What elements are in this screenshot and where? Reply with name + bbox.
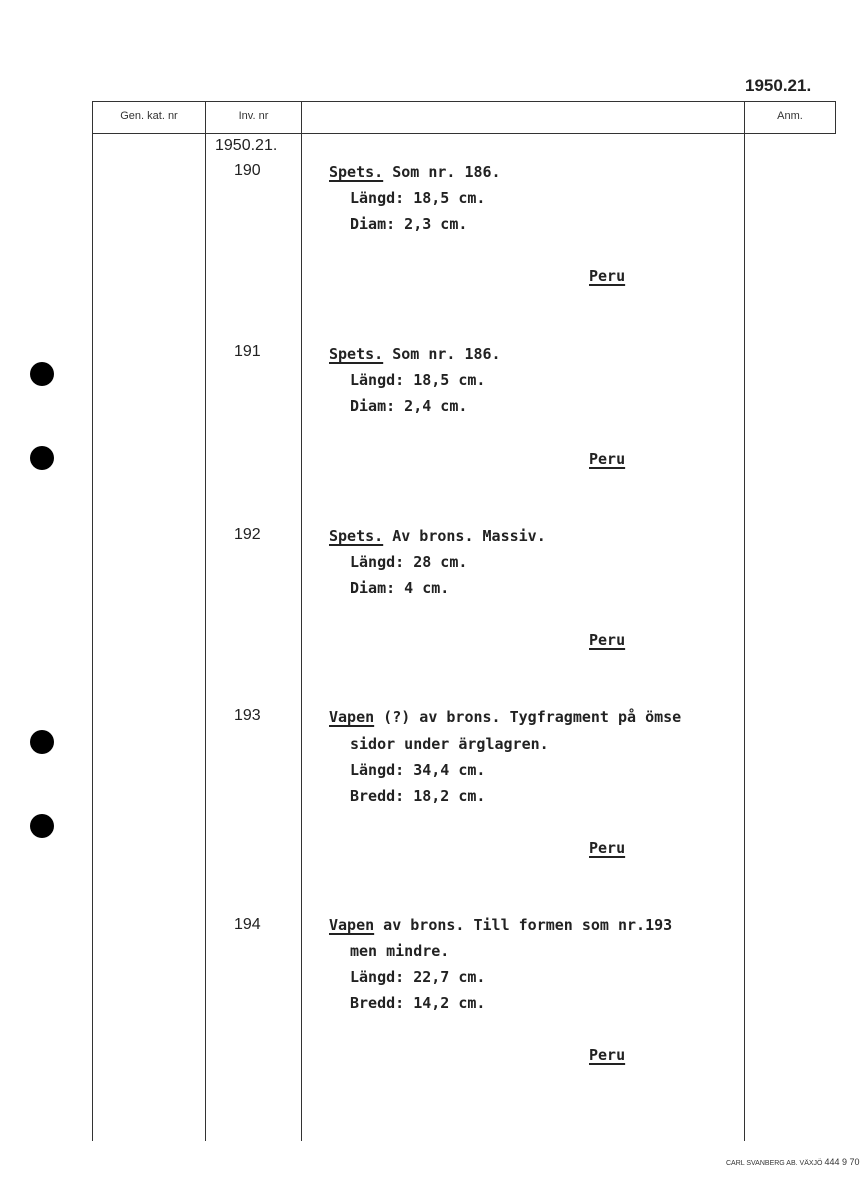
entry-detail: Diam: 2,3 cm.	[350, 215, 468, 233]
header-inv: Inv. nr	[238, 110, 269, 122]
first-row-inv: 1950.21.	[215, 137, 278, 154]
entry-detail: Bredd: 18,2 cm.	[350, 787, 486, 805]
entry-title: Spets.	[329, 163, 384, 181]
printer-name: CARL SVANBERG AB. VÄXJÖ	[726, 1160, 823, 1167]
entry-title: Vapen	[329, 916, 375, 934]
column-rule-right	[835, 101, 836, 133]
column-rule-left	[92, 101, 93, 1141]
punch-hole	[30, 446, 54, 470]
entry-detail: Diam: 4 cm.	[350, 579, 450, 597]
entry-title-line	[329, 345, 501, 363]
entry-origin: Peru	[589, 839, 626, 857]
entry-detail: Längd: 22,7 cm.	[350, 968, 486, 986]
entry-detail: Längd: 34,4 cm.	[350, 761, 486, 779]
column-rule-inv-desc	[301, 101, 302, 1141]
entry-detail: Längd: 18,5 cm.	[350, 189, 486, 207]
table-top-rule	[92, 101, 836, 102]
column-rule-desc-anm	[744, 101, 745, 1141]
punch-hole	[30, 362, 54, 386]
entry-title-rest: Som nr. 186.	[383, 163, 501, 181]
entry-origin: Peru	[589, 1046, 626, 1064]
header-gen-kat: Gen. kat. nr	[120, 110, 178, 122]
entry-title-rest: av brons. Till formen som nr.193	[374, 916, 673, 934]
entry-title-line	[329, 916, 672, 934]
entry-inv-number: 194	[234, 916, 261, 933]
entry-origin: Peru	[589, 450, 626, 468]
header-anm: Anm.	[777, 110, 803, 122]
entry-origin: Peru	[589, 631, 626, 649]
entry-title-rest: Av brons. Massiv.	[383, 527, 546, 545]
entry-detail: Längd: 28 cm.	[350, 553, 468, 571]
entry-title-line	[329, 708, 681, 726]
column-rule-gen-inv	[205, 101, 206, 1141]
entry-title-line	[329, 163, 501, 181]
entry-inv-number: 192	[234, 526, 261, 543]
printer-imprint	[726, 1157, 859, 1167]
punch-hole	[30, 814, 54, 838]
entry-detail: men mindre.	[350, 942, 450, 960]
entry-detail: Längd: 18,5 cm.	[350, 371, 486, 389]
entry-inv-number: 191	[234, 343, 261, 360]
entry-title: Spets.	[329, 345, 384, 363]
entry-origin: Peru	[589, 267, 626, 285]
header-bottom-rule	[92, 133, 836, 134]
page-number: 1950.21.	[745, 76, 812, 95]
entry-inv-number: 190	[234, 162, 261, 179]
entry-detail: sidor under ärglagren.	[350, 735, 549, 753]
entry-title-rest: Som nr. 186.	[383, 345, 501, 363]
entry-title-rest: (?) av brons. Tygfragment på ömse	[374, 708, 682, 726]
entry-title-line	[329, 527, 546, 545]
entry-detail: Diam: 2,4 cm.	[350, 397, 468, 415]
entry-title: Vapen	[329, 708, 375, 726]
entry-detail: Bredd: 14,2 cm.	[350, 994, 486, 1012]
entry-inv-number: 193	[234, 707, 261, 724]
punch-hole	[30, 730, 54, 754]
form-code: 444 9 70	[824, 1157, 860, 1167]
entry-title: Spets.	[329, 527, 384, 545]
